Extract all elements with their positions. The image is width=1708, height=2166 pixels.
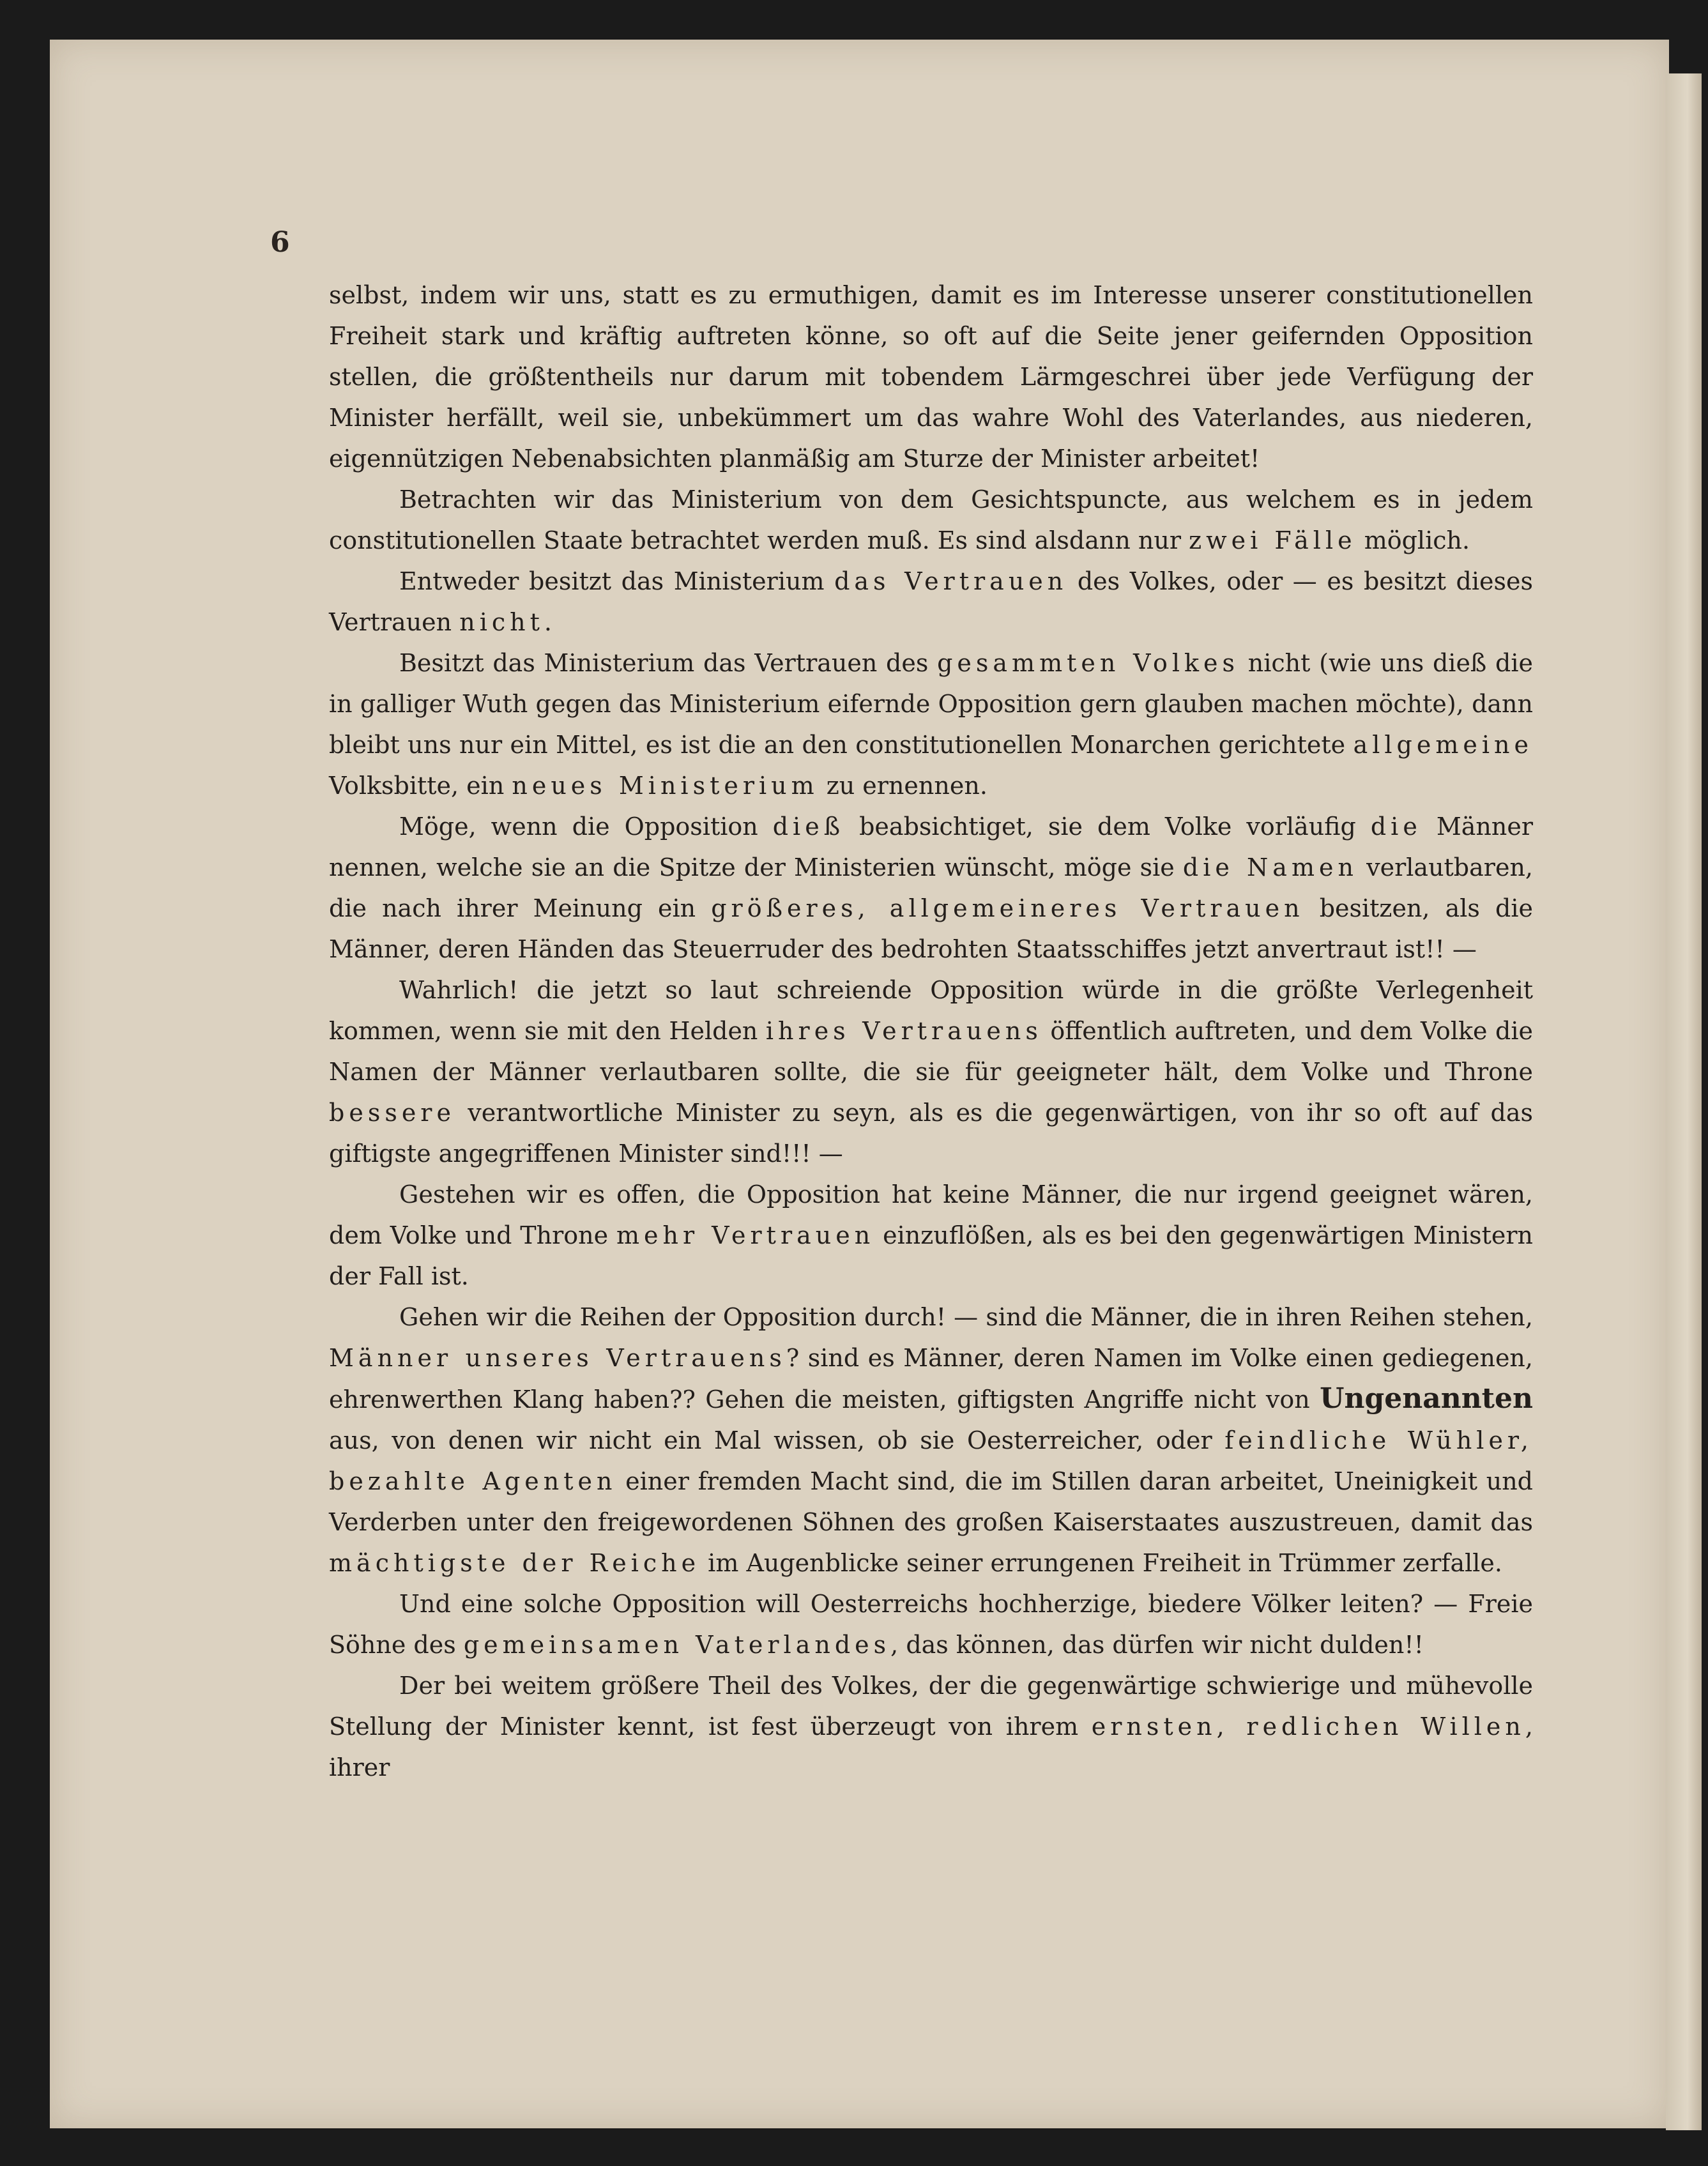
paragraph-p3 [329,561,1533,643]
text-run: Volksbitte, ein [329,772,512,800]
paragraph-p1 [329,275,1533,479]
paragraph-p5 [329,806,1533,970]
text-run: Gehen wir die Reihen der Opposition durch! — sind die Männer, die in ihren Reihen stehen, [399,1303,1533,1331]
text-run: des Volkes, oder — es besitzt dieses Vertrauen [329,567,1534,636]
next-page-edge [1666,73,1702,2130]
emphasis-spaced: größeres, allgemeineres Vertrauen [711,894,1304,922]
text-run: aus, von denen wir nicht ein Mal wissen, ob sie Oesterreicher, oder [329,1426,1225,1454]
emphasis-spaced: mächtigste der Reiche [329,1549,701,1577]
text-run: Gestehen wir es offen, die Opposition hat keine Männer, die nur irgend geeignet wären, dem Volke und Throne [329,1180,1533,1249]
emphasis-spaced: die Namen [1182,853,1358,881]
text-run: , ihrer [329,1712,1533,1781]
text-run: Und eine solche Opposition will Oesterreichs hochherzige, biedere Völker leiten? — Freie Söhne des [329,1590,1533,1659]
text-run: selbst, indem wir uns, statt es zu ermuthigen, damit es im Interesse unserer constitutionellen Freiheit stark und kräftig auftreten könne, so oft auf die Seite jener geifernden Opposition stellen, die größtentheils nur darum mit tobendem Lärmgeschrei über jede Verfügung der Minister herfällt, weil sie, unbekümmert um das wahre Wohl des Vaterlandes, aus niederen, eigennützigen Nebenabsichten planmäßig am Sturze der Minister arbeitet! [329,281,1533,473]
body-text [329,275,1533,1788]
text-run: beabsichtiget, sie dem Volke vorläufig [844,812,1371,841]
emphasis-spaced: ihres Vertrauens [765,1017,1042,1045]
text-run: Entweder besitzt das Ministerium [399,567,835,595]
page-number: 6 [270,226,290,259]
emphasis-spaced: das Vertrauen [834,567,1068,595]
paragraph-p4 [329,643,1533,806]
text-run: Der bei weitem größere Theil des Volkes, der die gegenwärtige schwierige und mühevolle Stellung der Minister kennt, ist fest überzeugt von ihrem [329,1672,1533,1741]
emphasis-spaced: allgemeine [1353,731,1533,759]
emphasis-spaced: Männer unseres Vertrauens [329,1344,786,1372]
emphasis-spaced: gemeinsamen Vaterlandes [463,1631,891,1659]
text-run: . [544,608,552,636]
text-run: Wahrlich! die jetzt so laut schreiende Opposition würde in die größte Verlegenheit kommen, wenn sie mit den Helden [329,976,1533,1045]
emphasis-spaced: mehr Vertrauen [616,1221,875,1249]
paragraph-p9 [329,1583,1533,1665]
emphasis-spaced: dieß [772,812,845,841]
paragraph-p2 [329,479,1533,561]
text-run: Männer nennen, welche sie an die Spitze der Ministerien wünscht, möge sie [329,812,1533,881]
emphasis-bold-heavy: Ungenannten [1320,1382,1533,1415]
text-run: einer fremden Macht sind, die im Stillen daran arbeitet, Uneinigkeit und Verderben unter den freigewordenen Söhnen des großen Kaiserstaates auszustreuen, damit das [329,1467,1533,1536]
text-run: Möge, wenn die Opposition [399,812,773,841]
emphasis-spaced: bessere [329,1099,455,1127]
paragraph-p6 [329,970,1533,1174]
text-run: , das können, das dürfen wir nicht dulden!! [890,1631,1424,1659]
paragraph-p7 [329,1174,1533,1297]
paragraph-p8 [329,1297,1533,1583]
emphasis-spaced: zwei Fälle [1189,526,1357,554]
emphasis-spaced: neues Ministerium [512,772,819,800]
text-run: einzuflößen, als es bei den gegenwärtigen Ministern der Fall ist. [329,1221,1533,1290]
emphasis-spaced: die [1370,812,1422,841]
emphasis-spaced: gesammten Volkes [937,649,1240,677]
text-run: besitzen, als die Männer, deren Händen das Steuerruder des bedrohten Staatsschiffes jetzt anvertraut ist!! — [329,894,1533,963]
text-run: nicht (wie uns dieß die in galliger Wuth gegen das Ministerium eifernde Opposition gern glauben machen möchte), dann bleibt uns nur ein Mittel, es ist die an den constitutionellen Monarchen gerichtete [329,649,1533,759]
emphasis-spaced: feindliche Wühler, bezahlte Agenten [329,1426,1533,1495]
paragraph-p10 [329,1665,1533,1788]
text-run: Betrachten wir das Ministerium von dem Gesichtspuncte, aus welchem es in jedem constitutionellen Staate betrachtet werden muß. Es sind alsdann nur [329,485,1533,554]
emphasis-spaced: ernsten, redlichen Willen [1091,1712,1525,1741]
emphasis-spaced: nicht [459,608,544,636]
text-run: öffentlich auftreten, und dem Volke die Namen der Männer verlautbaren sollte, die sie für geeigneter hält, dem Volke und Throne [329,1017,1533,1086]
text-run: verlautbaren, die nach ihrer Meinung ein [329,853,1533,922]
text-run: verantwortliche Minister zu seyn, als es die gegenwärtigen, von ihr so oft auf das giftigste angegriffenen Minister sind!!! — [329,1099,1533,1168]
text-run: im Augenblicke seiner errungenen Freiheit in Trümmer zerfalle. [700,1549,1502,1577]
text-run: Besitzt das Ministerium das Vertrauen des [399,649,938,677]
text-run: ? sind es Männer, deren Namen im Volke einen gediegenen, ehrenwerthen Klang haben?? Gehen die meisten, giftigsten Angriffe nicht von [329,1344,1533,1414]
text-run: möglich. [1356,526,1470,554]
text-run: zu ernennen. [818,772,987,800]
